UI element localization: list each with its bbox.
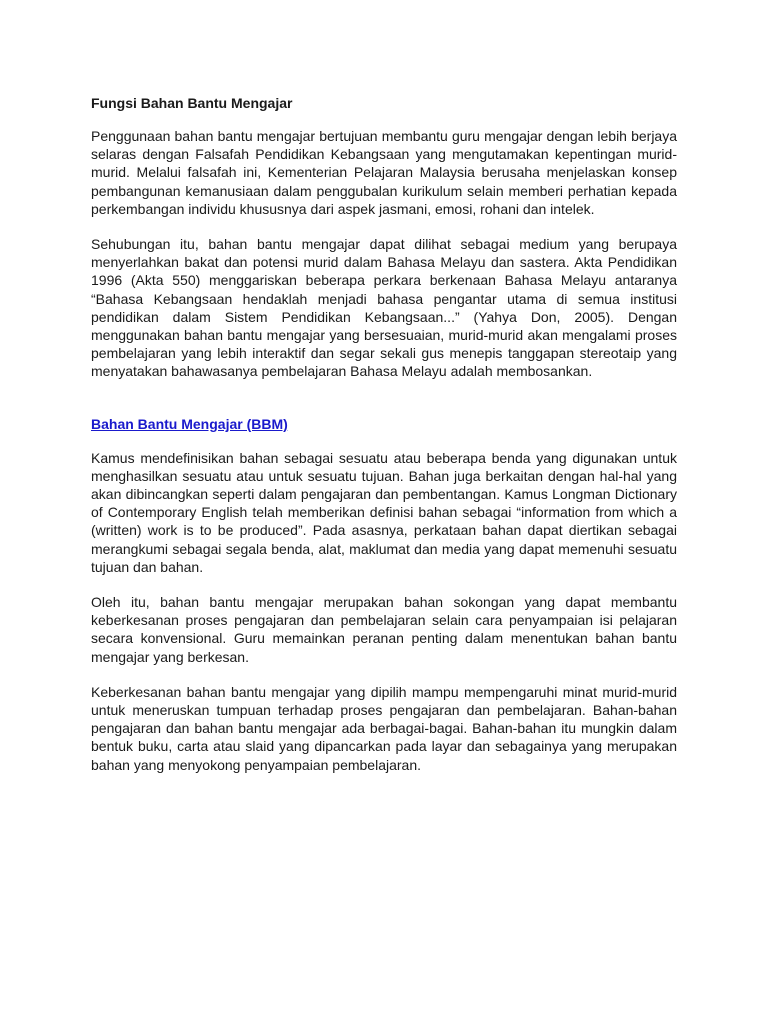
document-page <box>91 94 677 774</box>
paragraph-kamus: Kamus mendefinisikan bahan sebagai sesuatu atau beberapa benda yang digunakan untuk menghasilkan sesuatu atau untuk sesuatu tujuan. Bahan juga berkaitan dengan hal-hal yang akan dibincangkan seperti dalam pengajaran dan pembentangan. Kamus Longman Dictionary of Contemporary English telah memberikan definisi bahan sebagai “information from which a (written) work is to be produced”. Pada asasnya, perkataan bahan dapat diertikan sebagai merangkumi sebagai segala benda, alat, maklumat dan media yang dapat memenuhi sesuatu tujuan dan bahan. <box>91 449 677 575</box>
paragraph-oleh-itu: Oleh itu, bahan bantu mengajar merupakan bahan sokongan yang dapat membantu keberkesanan proses pengajaran dan pembelajaran selain cara penyampaian isi pelajaran secara konvensional. Guru memainkan peranan penting dalam menentukan bahan bantu mengajar yang berkesan. <box>91 594 677 665</box>
heading-link-bbm[interactable]: Bahan Bantu Mengajar (BBM) <box>91 415 288 432</box>
paragraph-sehubungan: Sehubungan itu, bahan bantu mengajar dapat dilihat sebagai medium yang berupaya menyerlahkan bakat dan potensi murid dalam Bahasa Melayu dan sastera. Akta Pendidikan 1996 (Akta 550) menggariskan beberapa perkara berkenaan Bahasa Melayu antaranya “Bahasa Kebangsaan hendaklah menjadi bahasa pengantar utama di semua institusi pendidikan dalam Sistem Pendidikan Kebangsaan...” (Yahya Don, 2005). Dengan menggunakan bahan bantu mengajar yang bersesuaian, murid-murid akan mengalami proses pembelajaran yang lebih interaktif dan segar sekali gus menepis tanggapan stereotaip yang menyatakan bahawasanya pembelajaran Bahasa Melayu adalah membosankan. <box>91 236 677 380</box>
heading-fungsi-bbm: Fungsi Bahan Bantu Mengajar <box>91 95 293 111</box>
paragraph-penggunaan: Penggunaan bahan bantu mengajar bertujuan membantu guru mengajar dengan lebih berjaya selaras dengan Falsafah Pendidikan Kebangsaan yang mengutamakan kepentingan murid-murid. Melalui falsafah ini, Kementerian Pelajaran Malaysia berusaha menjelaskan konsep pembangunan kemanusiaan dalam penggubalan kurikulum selain memberi perhatian kepada perkembangan individu khususnya dari aspek jasmani, emosi, rohani dan intelek. <box>91 128 677 217</box>
paragraph-keberkesanan: Keberkesanan bahan bantu mengajar yang dipilih mampu mempengaruhi minat murid-murid untuk meneruskan tumpuan terhadap proses pengajaran dan pembelajaran. Bahan-bahan pengajaran dan bahan bantu mengajar ada berbagai-bagai. Bahan-bahan itu mungkin dalam bentuk buku, carta atau slaid yang dipancarkan pada layar dan sebagainya yang merupakan bahan yang menyokong penyampaian pembelajaran. <box>91 683 677 773</box>
